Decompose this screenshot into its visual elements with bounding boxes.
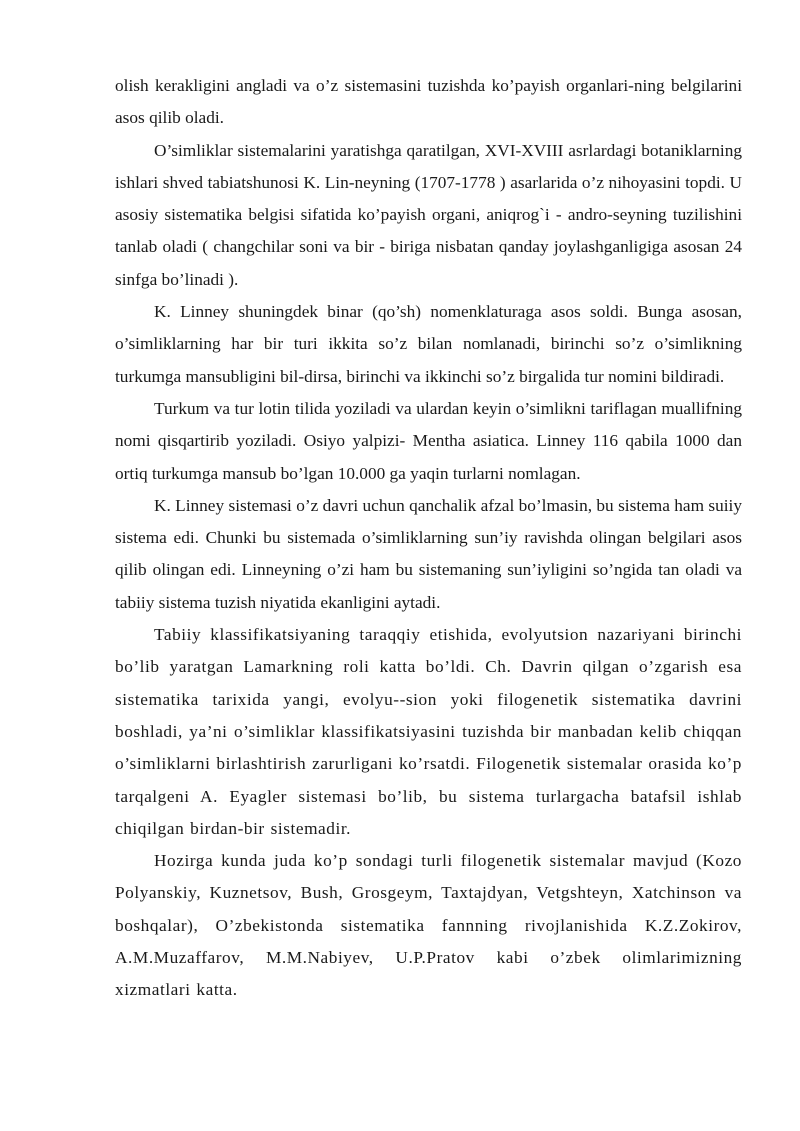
document-page [115,70,742,1007]
paragraph-binary-nomenclature: K. Linney shuningdek binar (qo’sh) nomenklaturaga asos soldi. Bunga asosan, o’simliklarning har bir turi ikkita so’z bilan nomlanadi, birinchi so’z o’simlikning turkumga mansubligini bil-dirsa, birinchi va ikkinchi so’z birgalida tur nomini bildiradi. [115,302,742,386]
paragraph-linney-system: O’simliklar sistemalarini yaratishga qaratilgan, XVI-XVIII asrlardagi botaniklarning ishlari shved tabiatshunosi K. Lin-neyning (1707-1778 ) asarlarida o’z nihoyasini topdi. U asosiy sistematika belgisi sifatida ko’payish organi, aniqrog`i - andro-seyning tuzilishini tanlab oladi ( changchilar soni va bir - biriga nisbatan qanday joylashganligiga asosan 24 sinfga bo’linadi ). [115,140,742,289]
paragraph-genus-species: Turkum va tur lotin tilida yoziladi va ulardan keyin o’simlikni tariflagan muallifning nomi qisqartirib yoziladi. Osiyo yalpizi- Mentha asiatica. Linney 116 qabila 1000 dan ortiq turkumga mansub bo’lgan 10.000 ga yaqin turlarni nomlagan. [115,398,742,483]
paragraph-artificial-system: K. Linney sistemasi o’z davri uchun qanchalik afzal bo’lmasin, bu sistema ham suiiy sistema edi. Chunki bu sistemada o’simliklarning sun’iy ravishda olingan belgilari asos qilib olingan edi. Linneyning o’zi ham bu sistemaning sun’iyligini so’ngida tan oladi va tabiiy sistema tuzish niyatida ekanligini aytadi. [115,495,742,612]
paragraph-natural-classification: Tabiiy klassifikatsiyaning taraqqiy etishida, evolyutsion nazariyani birinchi bo’lib yaratgan Lamarkning roli katta bo’ldi. Ch. Davrin qilgan o’zgarish esa sistematika tarixida yangi, evolyu--sion yoki filogenetik sistematika davrini boshladi, ya’ni o’simliklar klassifikatsiyasini tuzishda bir manbadan kelib chiqqan o’simliklarni birlashtirish zarurligani ko’rsatdi. Filogenetik sistemalar orasida ko’p tarqalgeni A. Eyagler sistemasi bo’lib, bu sistema turlargacha batafsil ishlab chiqilgan birdan-bir sistemadir. [115,625,742,838]
paragraph-continuation: olish kerakligini angladi va o’z sistemasini tuzishda ko’payish organlari-ning belgilarini asos qilib oladi. [115,76,742,128]
paragraph-phylogenetic-systems: Hozirga kunda juda ko’p sondagi turli filogenetik sistemalar mavjud (Kozo Polyanskiy, Kuznetsov, Bush, Grosgeym, Taxtajdyan, Vetgshteyn, Xatchinson va boshqalar), O’zbekistonda sistematika fannning rivojlanishida K.Z.Zokirov, A.M.Muzaffarov, M.M.Nabiyev, U.P.Pratov kabi o’zbek olimlarimizning xizmatlari katta. [115,851,742,1000]
